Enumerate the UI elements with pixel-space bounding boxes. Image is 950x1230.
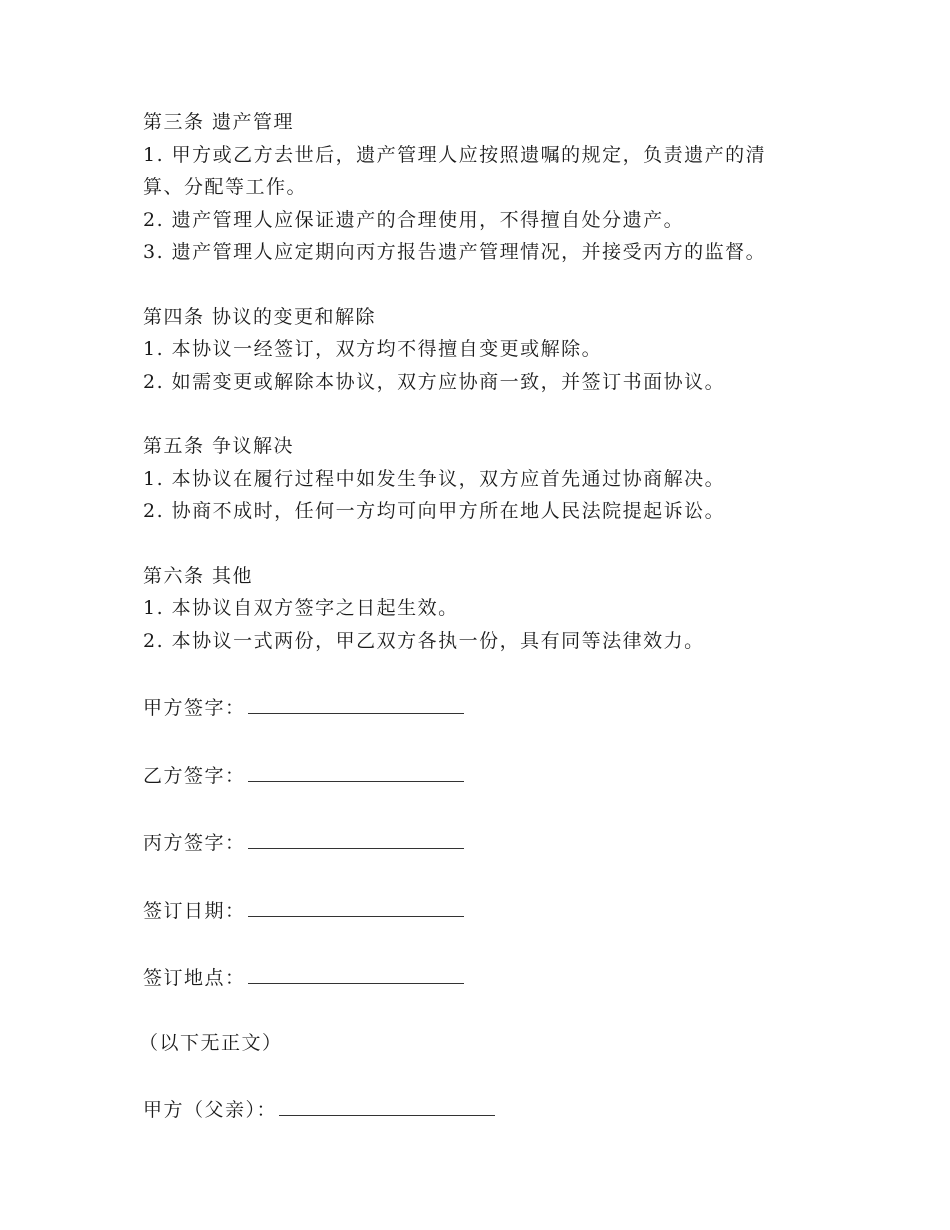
signature-label: 甲方签字： xyxy=(143,697,246,719)
clause-item: 2. 本协议一式两份，甲乙双方各执一份，具有同等法律效力。 xyxy=(143,629,705,652)
signature-blank-line[interactable] xyxy=(248,757,464,782)
section-heading: 第六条 其他 xyxy=(143,564,254,587)
clause-item: 1. 本协议一经签订，双方均不得擅自变更或解除。 xyxy=(143,338,603,360)
signature-blank-line[interactable] xyxy=(279,1091,495,1116)
sign-date xyxy=(143,892,823,928)
date-blank-line[interactable] xyxy=(248,892,464,917)
signature-label: 签订日期： xyxy=(143,899,246,922)
section-heading: 第三条 遗产管理 xyxy=(143,111,295,133)
place-blank-line[interactable] xyxy=(248,959,464,984)
section-heading: 第五条 争议解决 xyxy=(143,435,295,457)
signature-label: 签订地点： xyxy=(143,967,246,989)
signature-block xyxy=(143,689,823,995)
signature-label: 甲方（父亲）： xyxy=(143,1099,278,1121)
section-article-5 xyxy=(143,430,823,528)
clause-item: 2. 如需变更或解除本协议，双方应协商一致，并签订书面协议。 xyxy=(143,370,726,393)
sign-place xyxy=(143,959,823,995)
clause-item: 1. 本协议在履行过程中如发生争议，双方应首先通过协商解决。 xyxy=(143,467,726,490)
signature-blank-line[interactable] xyxy=(248,689,464,714)
section-article-3 xyxy=(143,106,823,269)
document-page xyxy=(139,106,823,1159)
clause-item: 1. 甲方或乙方去世后，遗产管理人应按照遗嘱的规定，负责遗产的清算、分配等工作。 xyxy=(143,143,767,198)
section-article-4 xyxy=(143,301,823,399)
end-note: （以下无正文） xyxy=(139,1031,283,1054)
clause-item: 1. 本协议自双方签字之日起生效。 xyxy=(143,597,459,619)
clause-item: 2. 遗产管理人应保证遗产的合理使用，不得擅自处分遗产。 xyxy=(143,208,685,231)
signature-label: 乙方签字： xyxy=(143,764,246,787)
section-heading: 第四条 协议的变更和解除 xyxy=(143,305,377,328)
signature-label: 丙方签字： xyxy=(143,832,246,854)
clause-item: 2. 协商不成时，任何一方均可向甲方所在地人民法院提起诉讼。 xyxy=(143,500,726,522)
signature-party-b xyxy=(143,757,823,793)
signature-blank-line[interactable] xyxy=(248,824,464,849)
signature-party-a-father xyxy=(143,1091,823,1127)
clause-item: 3. 遗产管理人应定期向丙方报告遗产管理情况，并接受丙方的监督。 xyxy=(143,241,767,263)
section-article-6 xyxy=(143,560,823,658)
signature-party-c xyxy=(143,824,823,860)
signature-party-a xyxy=(143,689,823,725)
